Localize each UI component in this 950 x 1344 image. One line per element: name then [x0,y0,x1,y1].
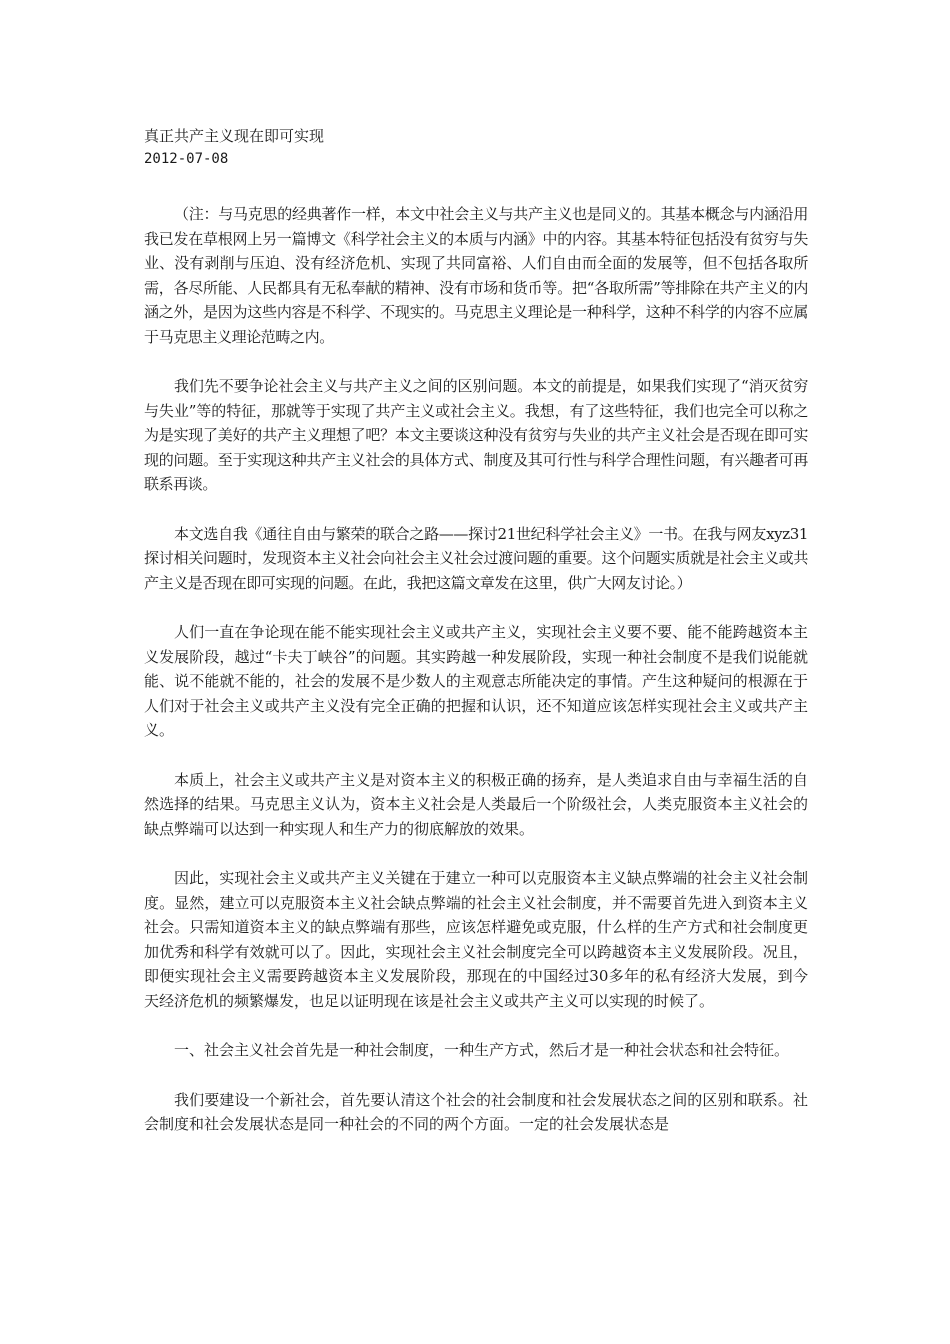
source-paragraph: 本文选自我《通往自由与繁荣的联合之路——探讨21世纪科学社会主义》一书。在我与网友xyz31 探讨相关问题时，发现资本主义社会向社会主义社会过渡问题的重要。这个问题实质就是社会主义或共产主义是否现在即可实现的问题。在此，我把这篇文章发在这里，供广大网友讨论。） [144,524,808,592]
section-heading-paragraph: 一、社会主义社会首先是一种社会制度，一种生产方式，然后才是一种社会状态和社会特征。 [174,1041,790,1059]
body-paragraph: 人们一直在争论现在能不能实现社会主义或共产主义，实现社会主义要不要、能不能跨越资本主义发展阶段，越过“卡夫丁峡谷”的问题。其实跨越一种发展阶段，实现一种社会制度不是我们说能就能、说不能就不能的，社会的发展不是少数人的主观意志所能决定的事情。产生这种疑问的根源在于人们对于社会主义或共产主义没有完全正确的把握和认识，还不知道应该怎样实现社会主义或共产主义。 [144,623,808,739]
body-paragraph: 我们要建设一个新社会，首先要认清这个社会的社会制度和社会发展状态之间的区别和联系。社会制度和社会发展状态是同一种社会的不同的两个方面。一定的社会发展状态是 [144,1090,808,1133]
premise-paragraph: 我们先不要争论社会主义与共产主义之间的区别问题。本文的前提是，如果我们实现了“消灭贫穷与失业”等的特征，那就等于实现了共产主义或社会主义。我想，有了这些特征，我们也完全可以称之为是实现了美好的共产主义理想了吧？本文主要谈这种没有贫穷与失业的共产主义社会是否现在即可实现的问题。至于实现这种共产主义社会的具体方式、制度及其可行性与科学合理性问题，有兴趣者可再联系再谈。 [144,377,808,493]
body-paragraph: 本质上，社会主义或共产主义是对资本主义的积极正确的扬弃，是人类追求自由与幸福生活的自然选择的结果。马克思主义认为，资本主义社会是人类最后一个阶级社会，人类克服资本主义社会的缺点弊端可以达到一种实现人和生产力的彻底解放的效果。 [144,770,808,838]
document-title: 真正共产主义现在即可实现 [144,127,325,145]
note-paragraph: （注：与马克思的经典著作一样，本文中社会主义与共产主义也是同义的。其基本概念与内涵沿用我已发在草根网上另一篇博文《科学社会主义的本质与内涵》中的内容。其基本特征包括没有贫穷与失业、没有剥削与压迫、没有经济危机、实现了共同富裕、人们自由而全面的发展等，但不包括各取所需，各尽所能、人民都具有无私奉献的精神、没有市场和货币等。把“各取所需”等排除在共产主义的内涵之外，是因为这些内容是不科学、不现实的。马克思主义理论是一种科学，这种不科学的内容不应属于马克思主义理论范畴之内。 [144,205,808,346]
document-body [144,202,808,1137]
body-paragraph: 因此，实现社会主义或共产主义关键在于建立一种可以克服资本主义缺点弊端的社会主义社会制度。显然，建立可以克服资本主义社会缺点弊端的社会主义社会制度，并不需要首先进入到资本主义社会。只需知道资本主义的缺点弊端有那些，应该怎样避免或克服，什么样的生产方式和社会制度更加优秀和科学有效就可以了。因此，实现社会主义社会制度完全可以跨越资本主义发展阶段。况且，即便实现社会主义需要跨越资本主义发展阶段，那现在的中国经过30多年的私有经济大发展，到今天经济危机的频繁爆发，也足以证明现在该是社会主义或共产主义可以实现的时候了。 [144,869,808,1010]
document-page [144,124,808,1162]
document-date: 2012-07-08 [144,151,229,167]
